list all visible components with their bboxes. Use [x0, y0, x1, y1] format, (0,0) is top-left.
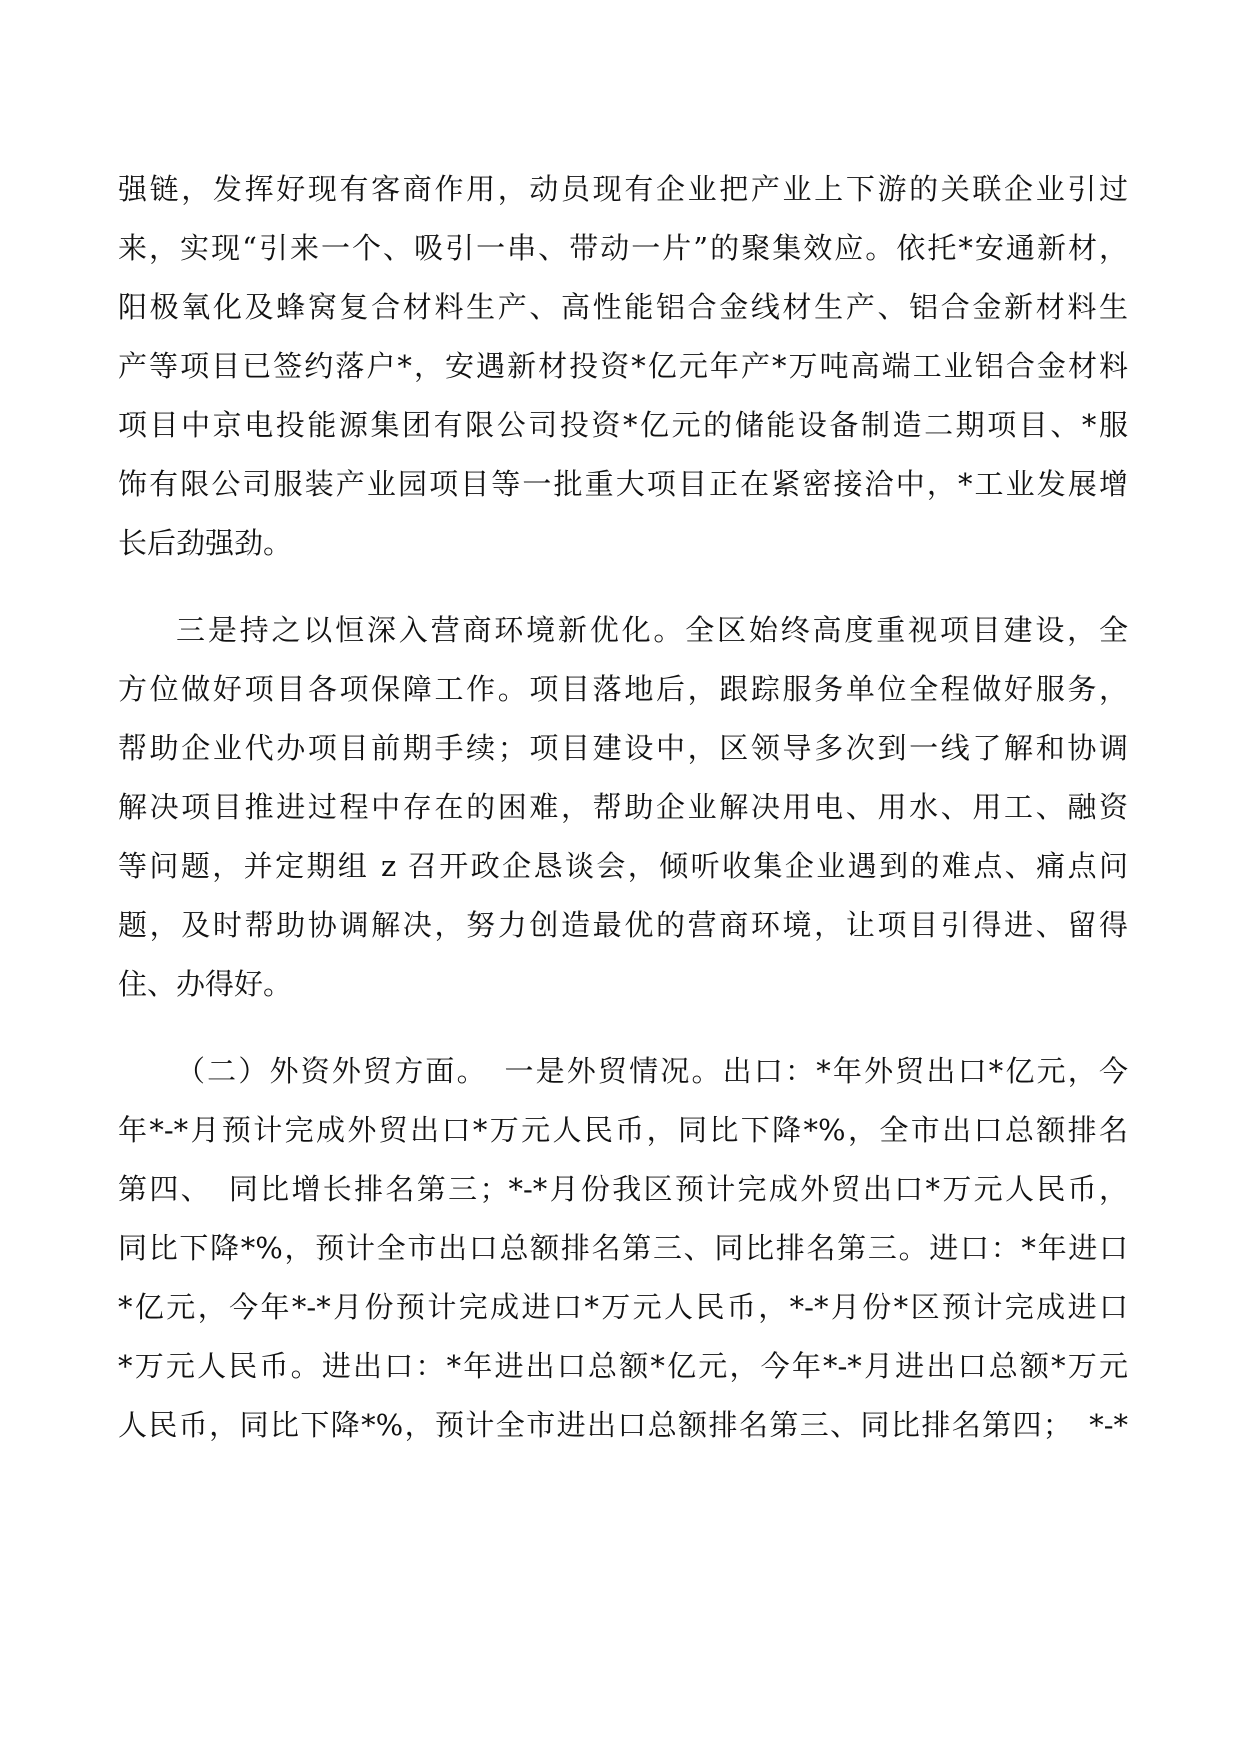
text-line: 来，实现“引来一个、吸引一串、带动一片”的聚集效应。依托*安通新材， [118, 231, 1128, 265]
text-line: 长后劲强劲。 [118, 526, 293, 560]
text-line: 题，及时帮助协调解决，努力创造最优的营商环境，让项目引得进、留得 [118, 908, 1128, 942]
text-line: 方位做好项目各项保障工作。项目落地后，跟踪服务单位全程做好服务， [118, 672, 1128, 706]
paragraph-business-environment [118, 601, 1128, 1014]
text-line: （二）外资外贸方面。 一是外贸情况。出口：*年外贸出口*亿元，今 [176, 1054, 1128, 1088]
text-line: 帮助企业代办项目前期手续；项目建设中，区领导多次到一线了解和协调 [118, 731, 1128, 765]
paragraph-spacing [118, 1014, 1128, 1042]
text-line: 年*-*月预计完成外贸出口*万元人民币，同比下降*%，全市出口总额排名 [118, 1113, 1128, 1147]
text-line: 阳极氧化及蜂窝复合材料生产、高性能铝合金线材生产、铝合金新材料生 [118, 290, 1128, 324]
text-line: 住、办得好。 [118, 967, 293, 1001]
text-line: 项目中京电投能源集团有限公司投资*亿元的储能设备制造二期项目、*服 [118, 408, 1128, 442]
text-line: 饰有限公司服装产业园项目等一批重大项目正在紧密接洽中，*工业发展增 [118, 467, 1128, 501]
text-line: 解决项目推进过程中存在的困难，帮助企业解决用电、用水、用工、融资 [118, 790, 1128, 824]
text-line: 强链，发挥好现有客商作用，动员现有企业把产业上下游的关联企业引过 [118, 172, 1128, 206]
text-line: 同比下降*%，预计全市出口总额排名第三、同比排名第三。进口：*年进口 [118, 1231, 1128, 1265]
text-line: 人民币，同比下降*%，预计全市进出口总额排名第三、同比排名第四； *-* [118, 1408, 1128, 1442]
text-line: 等问题，并定期组 z 召开政企恳谈会，倾听收集企业遇到的难点、痛点问 [118, 849, 1128, 883]
paragraph-industry-chain [118, 160, 1128, 573]
text-line: 产等项目已签约落户*，安遇新材投资*亿元年产*万吨高端工业铝合金材料 [118, 349, 1128, 383]
text-line: 三是持之以恒深入营商环境新优化。全区始终高度重视项目建设，全 [176, 613, 1128, 647]
text-line: 第四、 同比增长排名第三；*-*月份我区预计完成外贸出口*万元人民币， [118, 1172, 1128, 1206]
paragraph-foreign-trade [118, 1042, 1128, 1455]
text-line: *亿元，今年*-*月份预计完成进口*万元人民币，*-*月份*区预计完成进口 [118, 1290, 1128, 1324]
body-text [118, 160, 1128, 1455]
text-line: *万元人民币。进出口：*年进出口总额*亿元，今年*-*月进出口总额*万元 [118, 1349, 1128, 1383]
paragraph-spacing [118, 573, 1128, 601]
